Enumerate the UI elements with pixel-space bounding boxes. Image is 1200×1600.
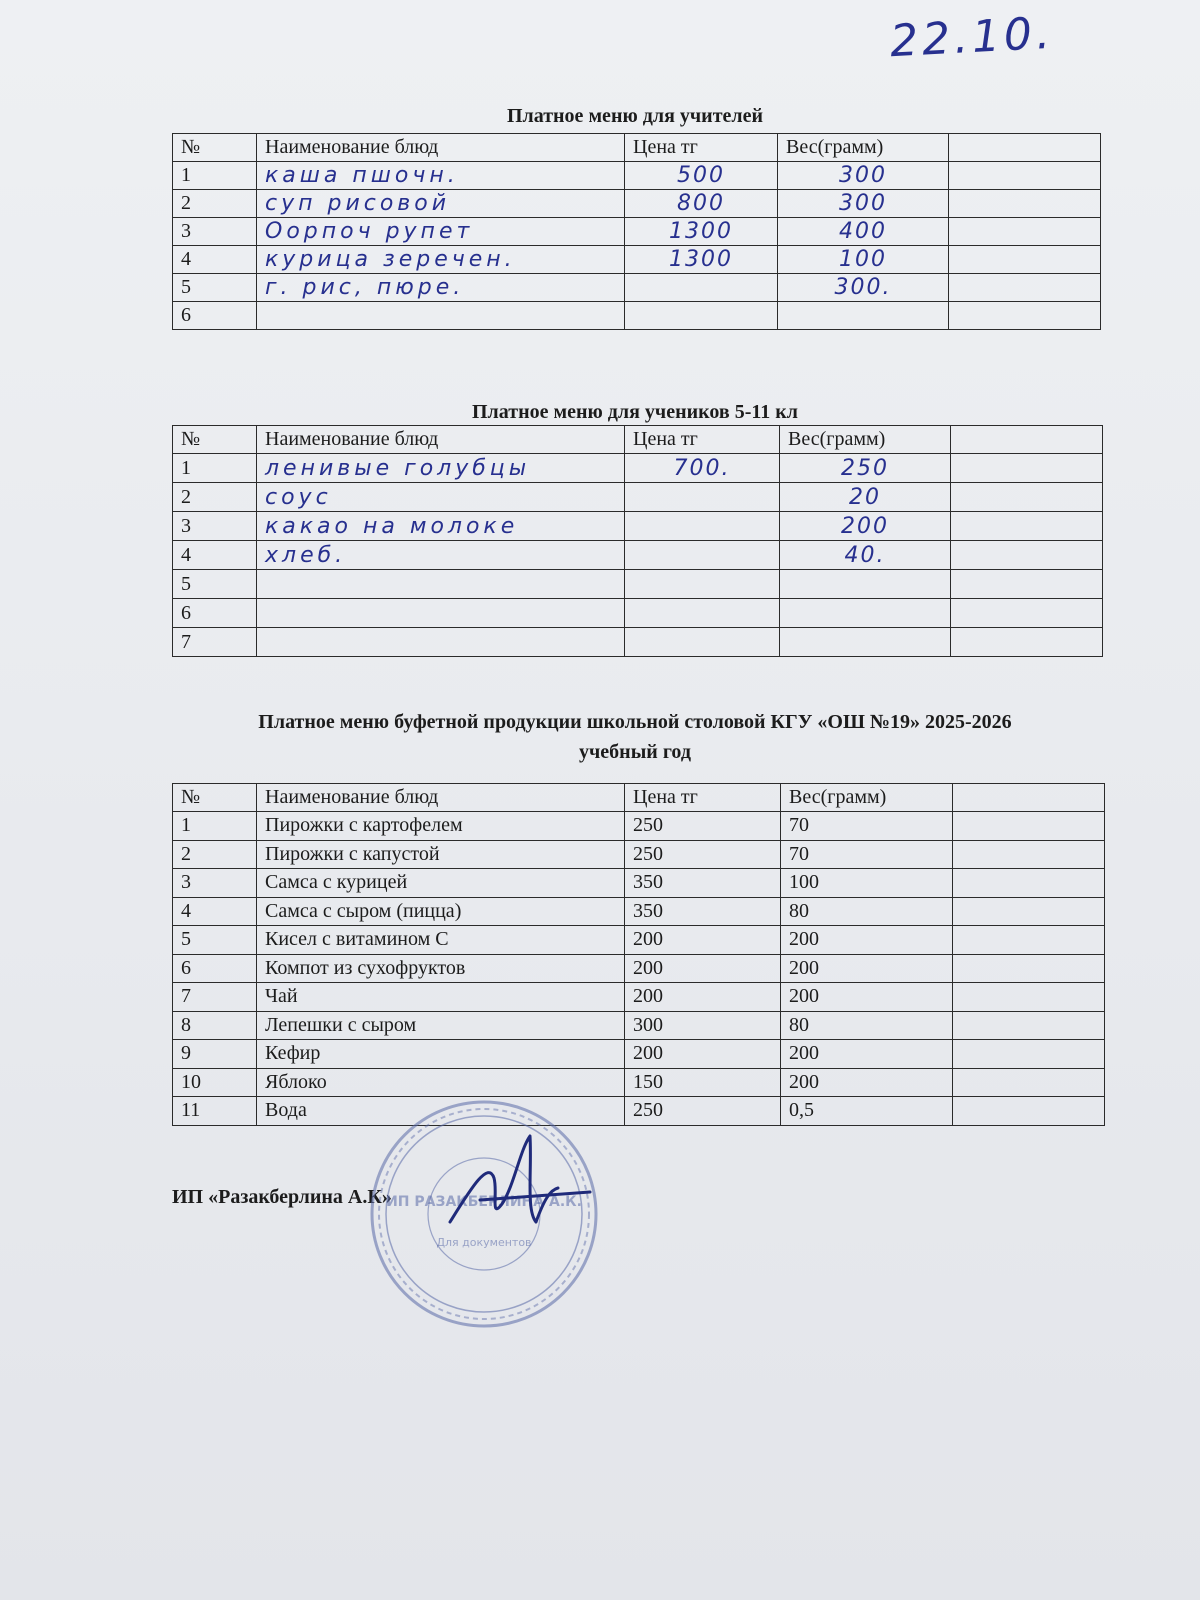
cell-n: 11 [173,1097,257,1126]
column-header [951,426,1103,454]
cell-price: 150 [625,1068,781,1097]
cell-empty [953,840,1105,869]
cell-n: 6 [173,599,257,628]
cell-weight [780,599,951,628]
cell-n: 4 [173,541,257,570]
table-row [173,512,1103,541]
table-row [173,1011,1105,1040]
cell-weight: 70 [781,812,953,841]
cell-price: 700. [625,454,780,483]
cell-empty [951,599,1103,628]
cell-name: суп рисовой [257,190,625,218]
cell-name: Самса с курицей [257,869,625,898]
cell-empty [953,897,1105,926]
cell-price: 200 [625,983,781,1012]
cell-n: 5 [173,926,257,955]
cell-name: Яблоко [257,1068,625,1097]
cell-name: ленивые голубцы [257,454,625,483]
cell-empty [949,162,1101,190]
cell-price: 250 [625,1097,781,1126]
cell-price: 200 [625,954,781,983]
cell-weight: 0,5 [781,1097,953,1126]
cell-price [625,483,780,512]
cell-name: каша пшочн. [257,162,625,190]
cell-n: 6 [173,954,257,983]
column-header: Цена тг [625,134,778,162]
cell-name: Кисел с витамином С [257,926,625,955]
table-row [173,190,1101,218]
cell-name: Чай [257,983,625,1012]
cell-weight: 80 [781,897,953,926]
column-header: Наименование блюд [257,784,625,812]
cell-weight: 100 [781,869,953,898]
cell-empty [951,512,1103,541]
cell-n: 6 [173,302,257,330]
cell-price: 350 [625,897,781,926]
cell-price [625,599,780,628]
cell-price: 300 [625,1011,781,1040]
cell-price: 200 [625,1040,781,1069]
cell-name: Оорпоч рупет [257,218,625,246]
table-row [173,869,1105,898]
teachers-menu-table [172,133,1101,330]
column-header: № [173,426,257,454]
cell-n: 1 [173,812,257,841]
cell-empty [953,926,1105,955]
cell-weight: 70 [781,840,953,869]
cell-weight: 200 [781,954,953,983]
cell-weight [780,570,951,599]
cell-n: 10 [173,1068,257,1097]
cell-empty [953,1068,1105,1097]
cell-name: соус [257,483,625,512]
cell-empty [953,1040,1105,1069]
cell-empty [953,812,1105,841]
cell-weight: 100 [778,246,949,274]
cell-empty [951,570,1103,599]
cell-weight [780,628,951,657]
cell-price: 250 [625,812,781,841]
cell-name [257,570,625,599]
table-row [173,218,1101,246]
column-header: № [173,784,257,812]
cell-name [257,302,625,330]
cell-name: хлеб. [257,541,625,570]
cell-empty [949,190,1101,218]
table-row [173,628,1103,657]
column-header: Наименование блюд [257,134,625,162]
cell-weight: 300 [778,162,949,190]
cell-price: 200 [625,926,781,955]
buffet-menu-title [150,707,1120,767]
cell-price [625,274,778,302]
cell-n: 1 [173,162,257,190]
cell-weight: 200 [781,1040,953,1069]
cell-n: 5 [173,570,257,599]
handwritten-date: 22.10. [888,7,1056,68]
table-row [173,1040,1105,1069]
cell-price [625,570,780,599]
column-header: Цена тг [625,784,781,812]
cell-n: 7 [173,983,257,1012]
cell-weight: 300. [778,274,949,302]
cell-n: 2 [173,483,257,512]
cell-n: 4 [173,897,257,926]
cell-empty [949,218,1101,246]
cell-empty [953,983,1105,1012]
column-header: № [173,134,257,162]
cell-n: 4 [173,246,257,274]
buffet-title-line2: учебный год [579,741,691,763]
table-row [173,926,1105,955]
cell-price: 800 [625,190,778,218]
buffet-title-line1: Платное меню буфетной продукции школьной столовой КГУ «ОШ №19» 2025-2026 [258,711,1012,733]
cell-weight: 400 [778,218,949,246]
svg-text:ИП РАЗАКБЕРЛИНА А.К.: ИП РАЗАКБЕРЛИНА А.К. [386,1194,582,1210]
cell-empty [953,1011,1105,1040]
cell-price: 1300 [625,246,778,274]
table-row [173,570,1103,599]
table-row [173,541,1103,570]
cell-empty [949,302,1101,330]
cell-n: 3 [173,869,257,898]
cell-price: 1300 [625,218,778,246]
cell-empty [953,954,1105,983]
table-row [173,840,1105,869]
students-menu-title: Платное меню для учеников 5-11 кл [471,401,798,423]
table-row [173,162,1101,190]
cell-price [625,512,780,541]
students-menu-table [172,425,1103,657]
cell-weight: 20 [780,483,951,512]
cell-name: г. рис, пюре. [257,274,625,302]
cell-weight: 40. [780,541,951,570]
cell-price: 350 [625,869,781,898]
cell-name: Компот из сухофруктов [257,954,625,983]
table-header-row [173,784,1105,812]
cell-price [625,628,780,657]
cell-name [257,628,625,657]
cell-empty [951,483,1103,512]
table-row [173,897,1105,926]
cell-weight: 250 [780,454,951,483]
cell-name: Самса с сыром (пицца) [257,897,625,926]
table-row [173,812,1105,841]
cell-n: 7 [173,628,257,657]
column-header: Наименование блюд [257,426,625,454]
cell-name [257,599,625,628]
table-row [173,599,1103,628]
cell-empty [949,274,1101,302]
cell-weight: 200 [781,926,953,955]
cell-name: Пирожки с картофелем [257,812,625,841]
cell-empty [949,246,1101,274]
table-row [173,954,1105,983]
cell-name: Лепешки с сыром [257,1011,625,1040]
cell-n: 2 [173,190,257,218]
table-header-row [173,134,1101,162]
cell-n: 2 [173,840,257,869]
table-row [173,302,1101,330]
column-header: Вес(грамм) [778,134,949,162]
column-header: Вес(грамм) [780,426,951,454]
cell-name: какао на молоке [257,512,625,541]
cell-empty [951,541,1103,570]
svg-text:Для документов: Для документов [436,1236,532,1249]
cell-weight: 200 [780,512,951,541]
cell-n: 3 [173,512,257,541]
cell-n: 3 [173,218,257,246]
table-row [173,246,1101,274]
table-row [173,983,1105,1012]
table-row [173,274,1101,302]
cell-empty [951,454,1103,483]
table-row [173,483,1103,512]
column-header: Вес(грамм) [781,784,953,812]
buffet-menu-table [172,783,1105,1126]
cell-name: Кефир [257,1040,625,1069]
cell-n: 8 [173,1011,257,1040]
handwritten-signature [440,1130,600,1240]
table-row [173,454,1103,483]
cell-name: Вода [257,1097,625,1126]
signature-label: ИП «Разакберлина А.К» [172,1186,392,1208]
cell-name: курица зеречен. [257,246,625,274]
teachers-menu-title: Платное меню для учителей [506,105,764,127]
cell-name: Пирожки с капустой [257,840,625,869]
cell-price: 500 [625,162,778,190]
cell-price [625,541,780,570]
table-header-row [173,426,1103,454]
cell-price [625,302,778,330]
cell-n: 1 [173,454,257,483]
table-row [173,1068,1105,1097]
cell-weight: 300 [778,190,949,218]
cell-empty [953,1097,1105,1126]
cell-weight: 200 [781,1068,953,1097]
column-header: Цена тг [625,426,780,454]
column-header [949,134,1101,162]
cell-weight: 200 [781,983,953,1012]
cell-weight: 80 [781,1011,953,1040]
cell-empty [953,869,1105,898]
cell-empty [951,628,1103,657]
table-row [173,1097,1105,1126]
cell-n: 9 [173,1040,257,1069]
column-header [953,784,1105,812]
cell-weight [778,302,949,330]
cell-n: 5 [173,274,257,302]
cell-price: 250 [625,840,781,869]
